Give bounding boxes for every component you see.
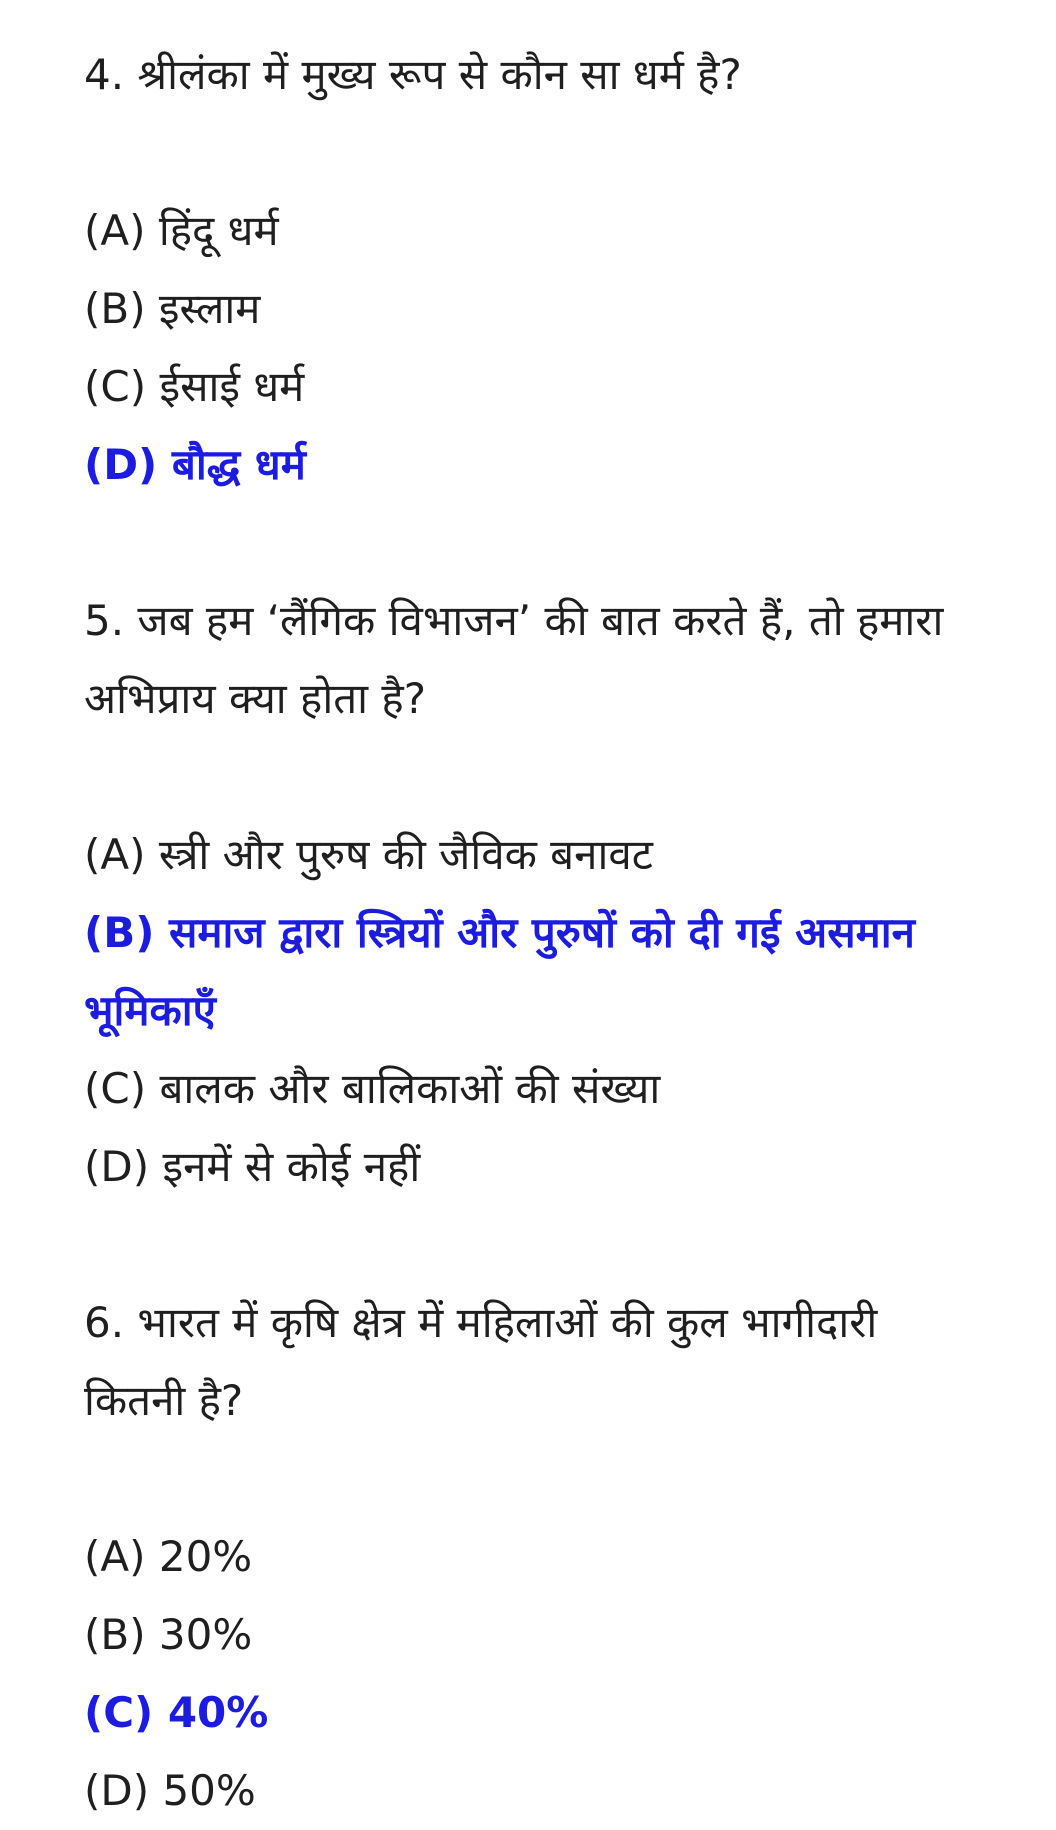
question-text: 6. भारत में कृषि क्षेत्र में महिलाओं की कुल भागीदारी कितनी है? bbox=[84, 1298, 878, 1425]
option-c-correct: (C) 40% bbox=[84, 1688, 269, 1737]
option-d-correct: (D) बौद्ध धर्म bbox=[84, 440, 306, 489]
question-text: 5. जब हम ‘लैंगिक विभाजन’ की बात करते हैं, तो हमारा अभिप्राय क्या होता है? bbox=[84, 596, 944, 723]
question-text: 4. श्रीलंका में मुख्य रूप से कौन सा धर्म है? bbox=[84, 50, 742, 99]
quiz-page bbox=[84, 36, 984, 1830]
question-6 bbox=[84, 1284, 984, 1830]
option-c: (C) ईसाई धर्म bbox=[84, 362, 305, 411]
question-5 bbox=[84, 582, 984, 1206]
option-b-correct: (B) समाज द्वारा स्त्रियों और पुरुषों को दी गई असमान भूमिकाएँ bbox=[84, 908, 915, 1035]
option-b: (B) इस्लाम bbox=[84, 284, 261, 333]
option-d: (D) इनमें से कोई नहीं bbox=[84, 1142, 421, 1191]
option-c: (C) बालक और बालिकाओं की संख्या bbox=[84, 1064, 661, 1113]
option-a: (A) 20% bbox=[84, 1532, 253, 1581]
option-a: (A) स्त्री और पुरुष की जैविक बनावट bbox=[84, 830, 653, 879]
question-4 bbox=[84, 36, 984, 504]
option-b: (B) 30% bbox=[84, 1610, 253, 1659]
option-a: (A) हिंदू धर्म bbox=[84, 206, 279, 255]
option-d: (D) 50% bbox=[84, 1766, 256, 1815]
